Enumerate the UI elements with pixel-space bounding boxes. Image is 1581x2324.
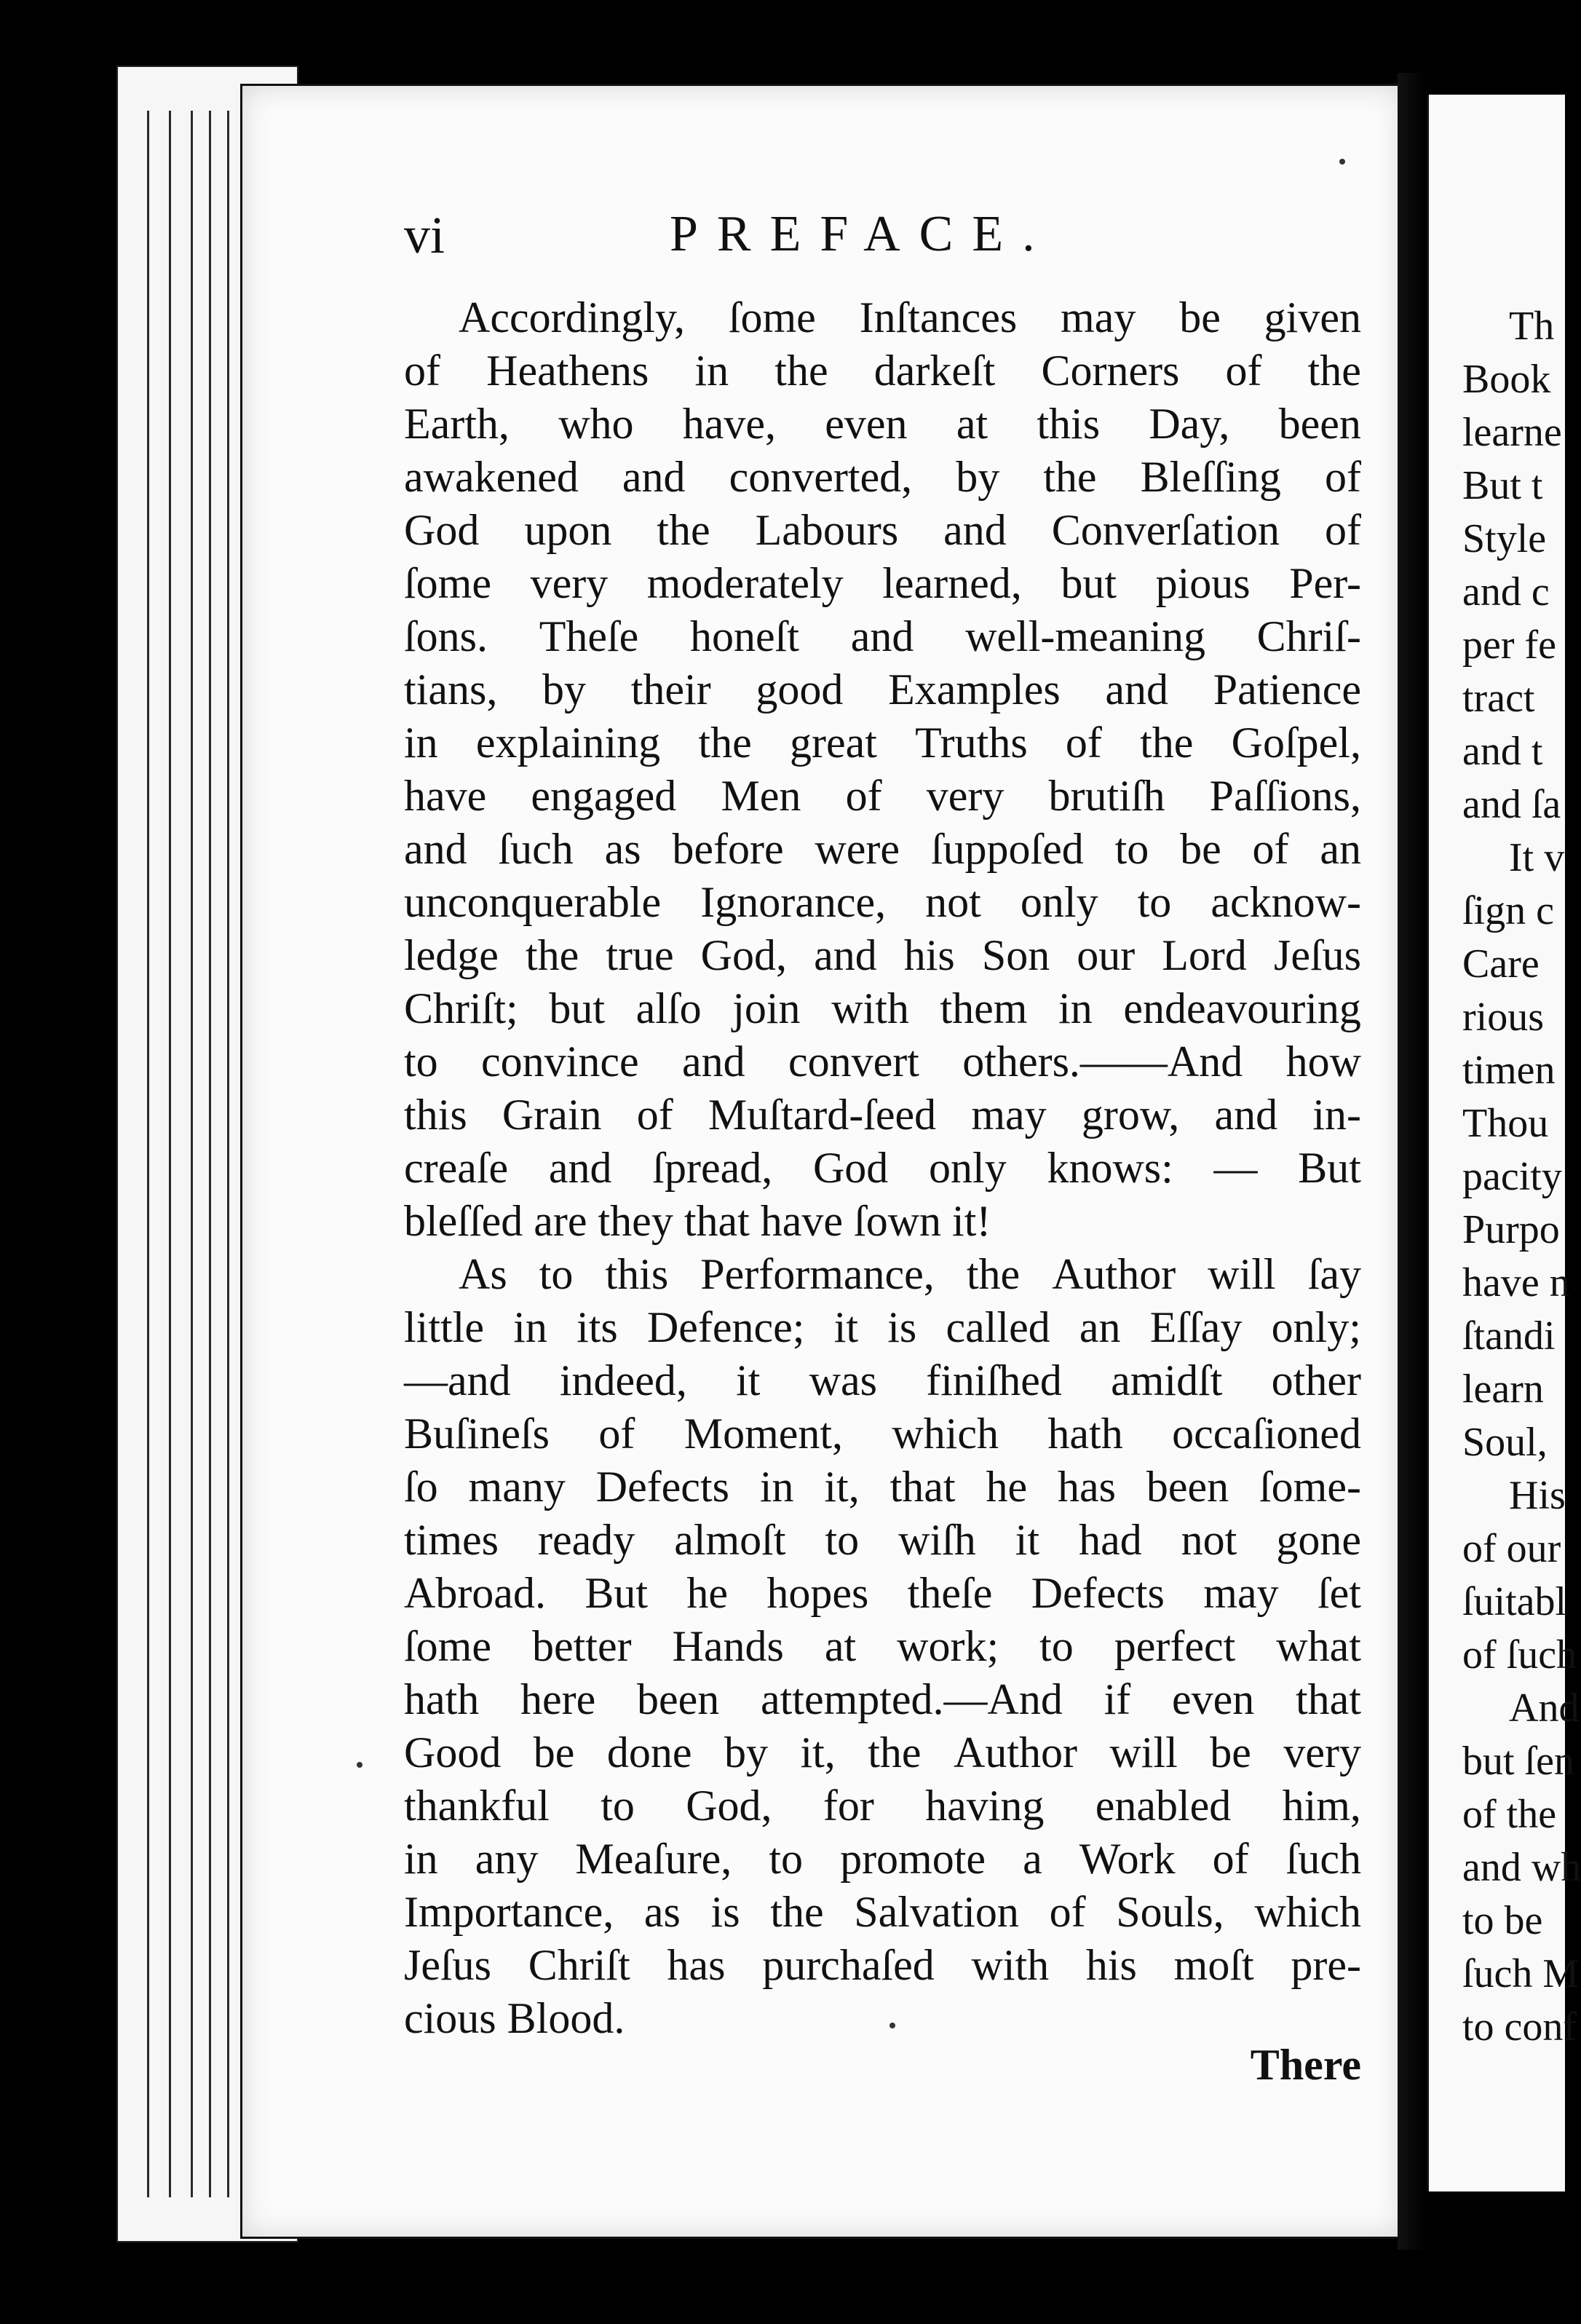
text-line: ſons. Theſe honeſt and well-meaning Chriſ- xyxy=(404,612,1361,660)
text-line: Good be done by it, the Author will be very xyxy=(404,1728,1361,1776)
facing-page-line: And xyxy=(1509,1685,1580,1731)
facing-page-line: Purpo xyxy=(1462,1207,1560,1252)
facing-page-line: learne xyxy=(1462,410,1562,455)
facing-page-line: Style xyxy=(1462,516,1547,561)
facing-page-line: ſign c xyxy=(1462,888,1554,933)
facing-page-line: Soul, xyxy=(1462,1420,1548,1465)
text-line: ſome better Hands at work; to perfect what xyxy=(404,1622,1361,1670)
facing-page-line: to conf xyxy=(1462,2004,1577,2050)
body-text xyxy=(404,291,1361,2045)
text-line: and ſuch as before were ſuppoſed to be of an xyxy=(404,825,1361,873)
facing-page-line: per fe xyxy=(1462,622,1557,668)
facing-page-line: timen xyxy=(1462,1048,1556,1093)
text-line: ledge the true God, and his Son our Lord Jeſus xyxy=(404,931,1361,979)
catchword: There xyxy=(1250,2041,1361,2089)
text-line: times ready almoſt to wiſh it had not gone xyxy=(404,1516,1361,1564)
facing-page-line: of the xyxy=(1462,1792,1557,1837)
facing-page-line: Care xyxy=(1462,941,1540,987)
running-head xyxy=(404,205,1117,271)
page-title: PREFACE. xyxy=(670,206,1054,262)
facing-page-line: and t xyxy=(1462,729,1543,774)
text-line: —and indeed, it was finiſhed amidſt other xyxy=(404,1356,1361,1404)
facing-page-line: but ſen xyxy=(1462,1739,1574,1784)
text-line: this Grain of Muſtard-ſeed may grow, and in- xyxy=(404,1091,1361,1139)
facing-page-line: of ſuch xyxy=(1462,1632,1577,1677)
text-line: awakened and converted, by the Bleſſing of xyxy=(404,453,1361,501)
text-line: creaſe and ſpread, God only knows: — But xyxy=(404,1144,1361,1192)
facing-page-line: and c xyxy=(1462,569,1550,614)
text-line: Abroad. But he hopes theſe Defects may ſet xyxy=(404,1569,1361,1617)
text-line: thankful to God, for having enabled him, xyxy=(404,1782,1361,1830)
text-line: Importance, as is the Salvation of Souls, which xyxy=(404,1888,1361,1936)
page-number: vi xyxy=(404,206,445,264)
facing-page xyxy=(1427,95,1581,2191)
facing-page-line: have n xyxy=(1462,1260,1570,1305)
text-line: in any Meaſure, to promote a Work of ſuch xyxy=(404,1835,1361,1883)
facing-page-line: His xyxy=(1509,1473,1566,1518)
scan-speck xyxy=(1339,159,1345,165)
scan-speck xyxy=(357,1762,362,1768)
facing-page-line: of our xyxy=(1462,1526,1561,1571)
facing-page-line: to be xyxy=(1462,1898,1543,1943)
facing-page-line: ſuitabl xyxy=(1462,1579,1567,1624)
text-line: have engaged Men of very brutiſh Paſſions, xyxy=(404,772,1361,820)
facing-page-line: But t xyxy=(1462,463,1543,508)
text-line: As to this Performance, the Author will ſay xyxy=(459,1250,1361,1298)
page-edge-line xyxy=(227,111,229,2197)
text-line: Earth, who have, even at this Day, been xyxy=(404,400,1361,448)
text-line: unconquerable Ignorance, not only to acknow- xyxy=(404,878,1361,926)
facing-page-line: It v xyxy=(1509,835,1565,880)
scan-speck xyxy=(889,2023,895,2028)
facing-page-line: and ſa xyxy=(1462,782,1561,827)
page-edge-line xyxy=(209,111,211,2197)
facing-page-line: ſuch M xyxy=(1462,1951,1580,1996)
text-line: Accordingly, ſome Inſtances may be given xyxy=(459,293,1361,341)
text-line: bleſſed are they that have ſown it! xyxy=(404,1197,991,1245)
facing-page-line: and wh xyxy=(1462,1845,1581,1890)
text-line: to convince and convert others.——And how xyxy=(404,1038,1361,1086)
facing-page-line: learn xyxy=(1462,1367,1544,1412)
page-edge-line xyxy=(147,111,149,2197)
text-line: in explaining the great Truths of the Goſpel, xyxy=(404,719,1361,767)
text-line: Buſineſs of Moment, which hath occaſioned xyxy=(404,1410,1361,1458)
text-line: God upon the Labours and Converſation of xyxy=(404,506,1361,554)
text-line: hath here been attempted.—And if even that xyxy=(404,1675,1361,1723)
text-line: cious Blood. xyxy=(404,1994,625,2042)
text-line: ſome very moderately learned, but pious Per- xyxy=(404,559,1361,607)
text-line: of Heathens in the darkeſt Corners of the xyxy=(404,347,1361,395)
facing-page-line: ſtandi xyxy=(1462,1313,1556,1359)
text-line: little in its Defence; it is called an Eſſay only; xyxy=(404,1303,1361,1351)
facing-page-line: tract xyxy=(1462,676,1535,721)
page-edge-line xyxy=(191,111,193,2197)
facing-page-line: Book xyxy=(1462,357,1551,402)
text-line: Jeſus Chriſt has purchaſed with his moſt pre- xyxy=(404,1941,1361,1989)
page-edge-line xyxy=(169,111,171,2197)
facing-page-line: pacity xyxy=(1462,1154,1562,1199)
gutter-shadow xyxy=(1398,73,1427,2250)
facing-page-line: rious xyxy=(1462,995,1544,1040)
text-line: tians, by their good Examples and Patience xyxy=(404,665,1361,714)
text-line: Chriſt; but alſo join with them in endeavouring xyxy=(404,984,1361,1032)
facing-page-line: Th xyxy=(1509,304,1555,349)
text-line: ſo many Defects in it, that he has been ſome- xyxy=(404,1463,1361,1511)
facing-page-line: Thou xyxy=(1462,1101,1549,1146)
